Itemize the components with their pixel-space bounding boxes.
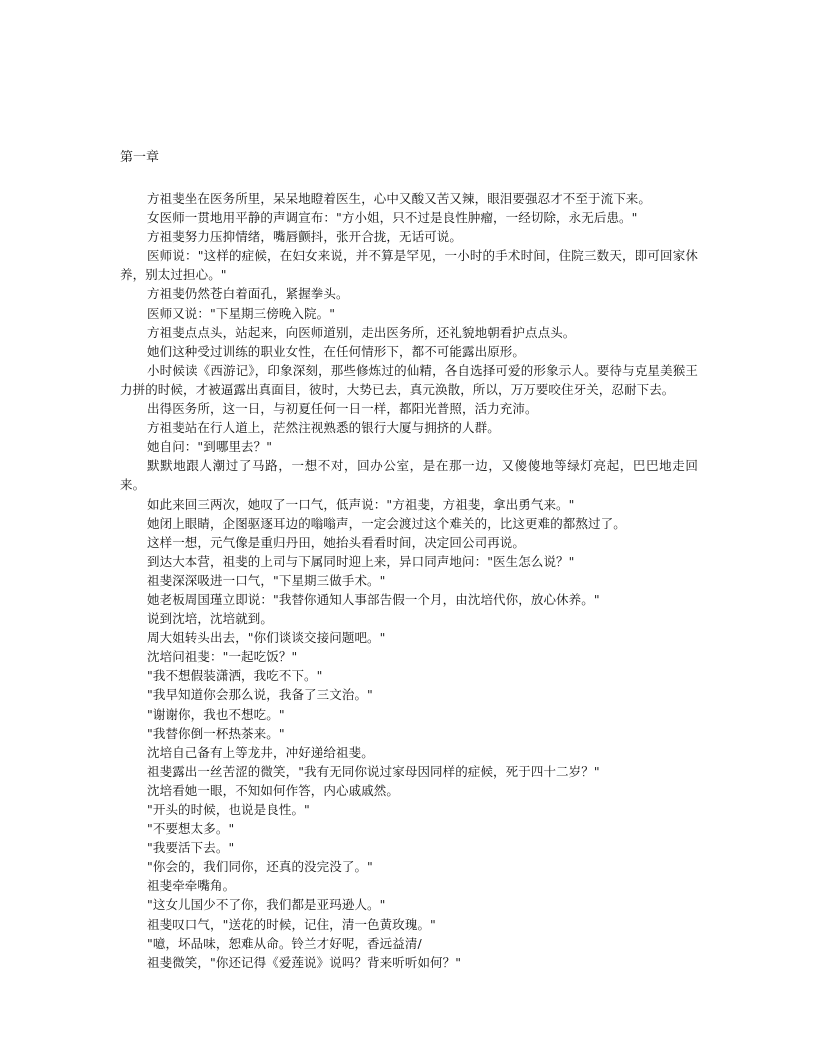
paragraph: "这女儿国少不了你，我们都是亚玛逊人。" <box>147 897 386 913</box>
paragraph: 方祖斐仍然苍白着面孔，紧握拳头。 <box>147 286 349 302</box>
paragraph: 方祖斐努力压抑情绪，嘴唇颤抖，张开合拢，无话可说。 <box>147 229 463 245</box>
paragraph: 医师说："这样的症候，在妇女来说，并不算是罕见，一小时的手术时间，住院三数天，即可回家休养，别太过担心。" <box>120 248 698 283</box>
chapter-title: 第一章 <box>120 150 160 165</box>
paragraph: 沈培自己备有上等龙井，冲好递给祖斐。 <box>147 744 374 760</box>
paragraph: "我要活下去。" <box>147 840 235 856</box>
paragraph: 祖斐露出一丝苦涩的微笑，"我有无同你说过家母因同样的症候，死于四十二岁？" <box>147 763 600 779</box>
paragraph: "我早知道你会那么说，我备了三文治。" <box>147 687 373 703</box>
paragraph: "噫，坏品味，恕难从命。铃兰才好呢，香远益清/ <box>147 935 422 951</box>
paragraph: 祖斐深深吸进一口气，"下星期三做手术。" <box>147 572 386 588</box>
paragraph: "谢谢你，我也不想吃。" <box>147 706 285 722</box>
chapter-body <box>120 189 698 972</box>
paragraph: 祖斐叹口气，"送花的时候，记住，清一色黄玫瑰。" <box>147 916 436 932</box>
paragraph: 沈培看她一眼，不知如何作答，内心戚戚然。 <box>147 782 400 798</box>
paragraph: 方祖斐站在行人道上，茫然注视熟悉的银行大厦与拥挤的人群。 <box>147 420 500 436</box>
paragraph: 她自问："到哪里去？" <box>147 439 273 455</box>
paragraph: 方祖斐点点头，站起来，向医师道别，走出医务所，还礼貌地朝看护点点头。 <box>147 324 576 340</box>
paragraph: "我不想假装潇洒，我吃不下。" <box>147 668 323 684</box>
paragraph: 她们这种受过训练的职业女性，在任何情形下，都不可能露出原形。 <box>147 343 526 359</box>
paragraph: 小时候读《西游记》，印象深刻，那些修炼过的仙精，各自选择可爱的形象示人。要待与克星美猴王力拼的时候，才被逼露出真面目，彼时，大势已去，真元涣散，所以，万万要咬住牙关，忍耐下去。 <box>120 362 698 397</box>
paragraph: 这样一想，元气像是重归丹田，她抬头看看时间，决定回公司再说。 <box>147 534 526 550</box>
paragraph: "不要想太多。" <box>147 821 235 837</box>
paragraph: "开头的时候，也说是良性。" <box>147 802 310 817</box>
paragraph: 祖斐微笑，"你还记得《爱莲说》说吗？背来听听如何？" <box>147 954 462 970</box>
paragraph: "我替你倒一杯热茶来。" <box>147 725 285 741</box>
paragraph: 沈培问祖斐："一起吃饭？" <box>147 649 298 665</box>
paragraph: 女医师一贯地用平静的声调宣布："方小姐，只不过是良性肿瘤，一经切除，永无后患。" <box>147 210 638 226</box>
paragraph: 如此来回三两次，她叹了一口气，低声说："方祖斐，方祖斐，拿出勇气来。" <box>147 496 575 512</box>
paragraph: 默默地跟人潮过了马路，一想不对，回办公室，是在那一边，又傻傻地等绿灯亮起，巴巴地走回来。 <box>120 458 698 493</box>
paragraph: 周大姐转头出去，"你们谈谈交接问题吧。" <box>147 630 386 646</box>
paragraph: 出得医务所，这一日，与初夏任何一日一样，都阳光普照，活力充沛。 <box>147 401 538 417</box>
paragraph: 说到沈培，沈培就到。 <box>147 611 274 627</box>
paragraph: "你会的，我们同你，还真的没完没了。" <box>147 859 373 875</box>
paragraph: 祖斐牵牵嘴角。 <box>147 878 236 894</box>
paragraph: 到达大本营，祖斐的上司与下属同时迎上来，异口同声地问："医生怎么说？" <box>147 553 575 569</box>
paragraph: 她老板周国瑾立即说："我替你通知人事部告假一个月，由沈培代你，放心休养。" <box>147 591 600 607</box>
paragraph: 方祖斐坐在医务所里，呆呆地瞪着医生，心中又酸又苦又辣，眼泪要强忍才不至于流下来。 <box>147 191 652 206</box>
paragraph: 她闭上眼睛，企图驱逐耳边的嗡嗡声，一定会渡过这个难关的，比这更难的都熬过了。 <box>147 515 626 531</box>
paragraph: 医师又说："下星期三傍晚入院。" <box>147 305 336 321</box>
